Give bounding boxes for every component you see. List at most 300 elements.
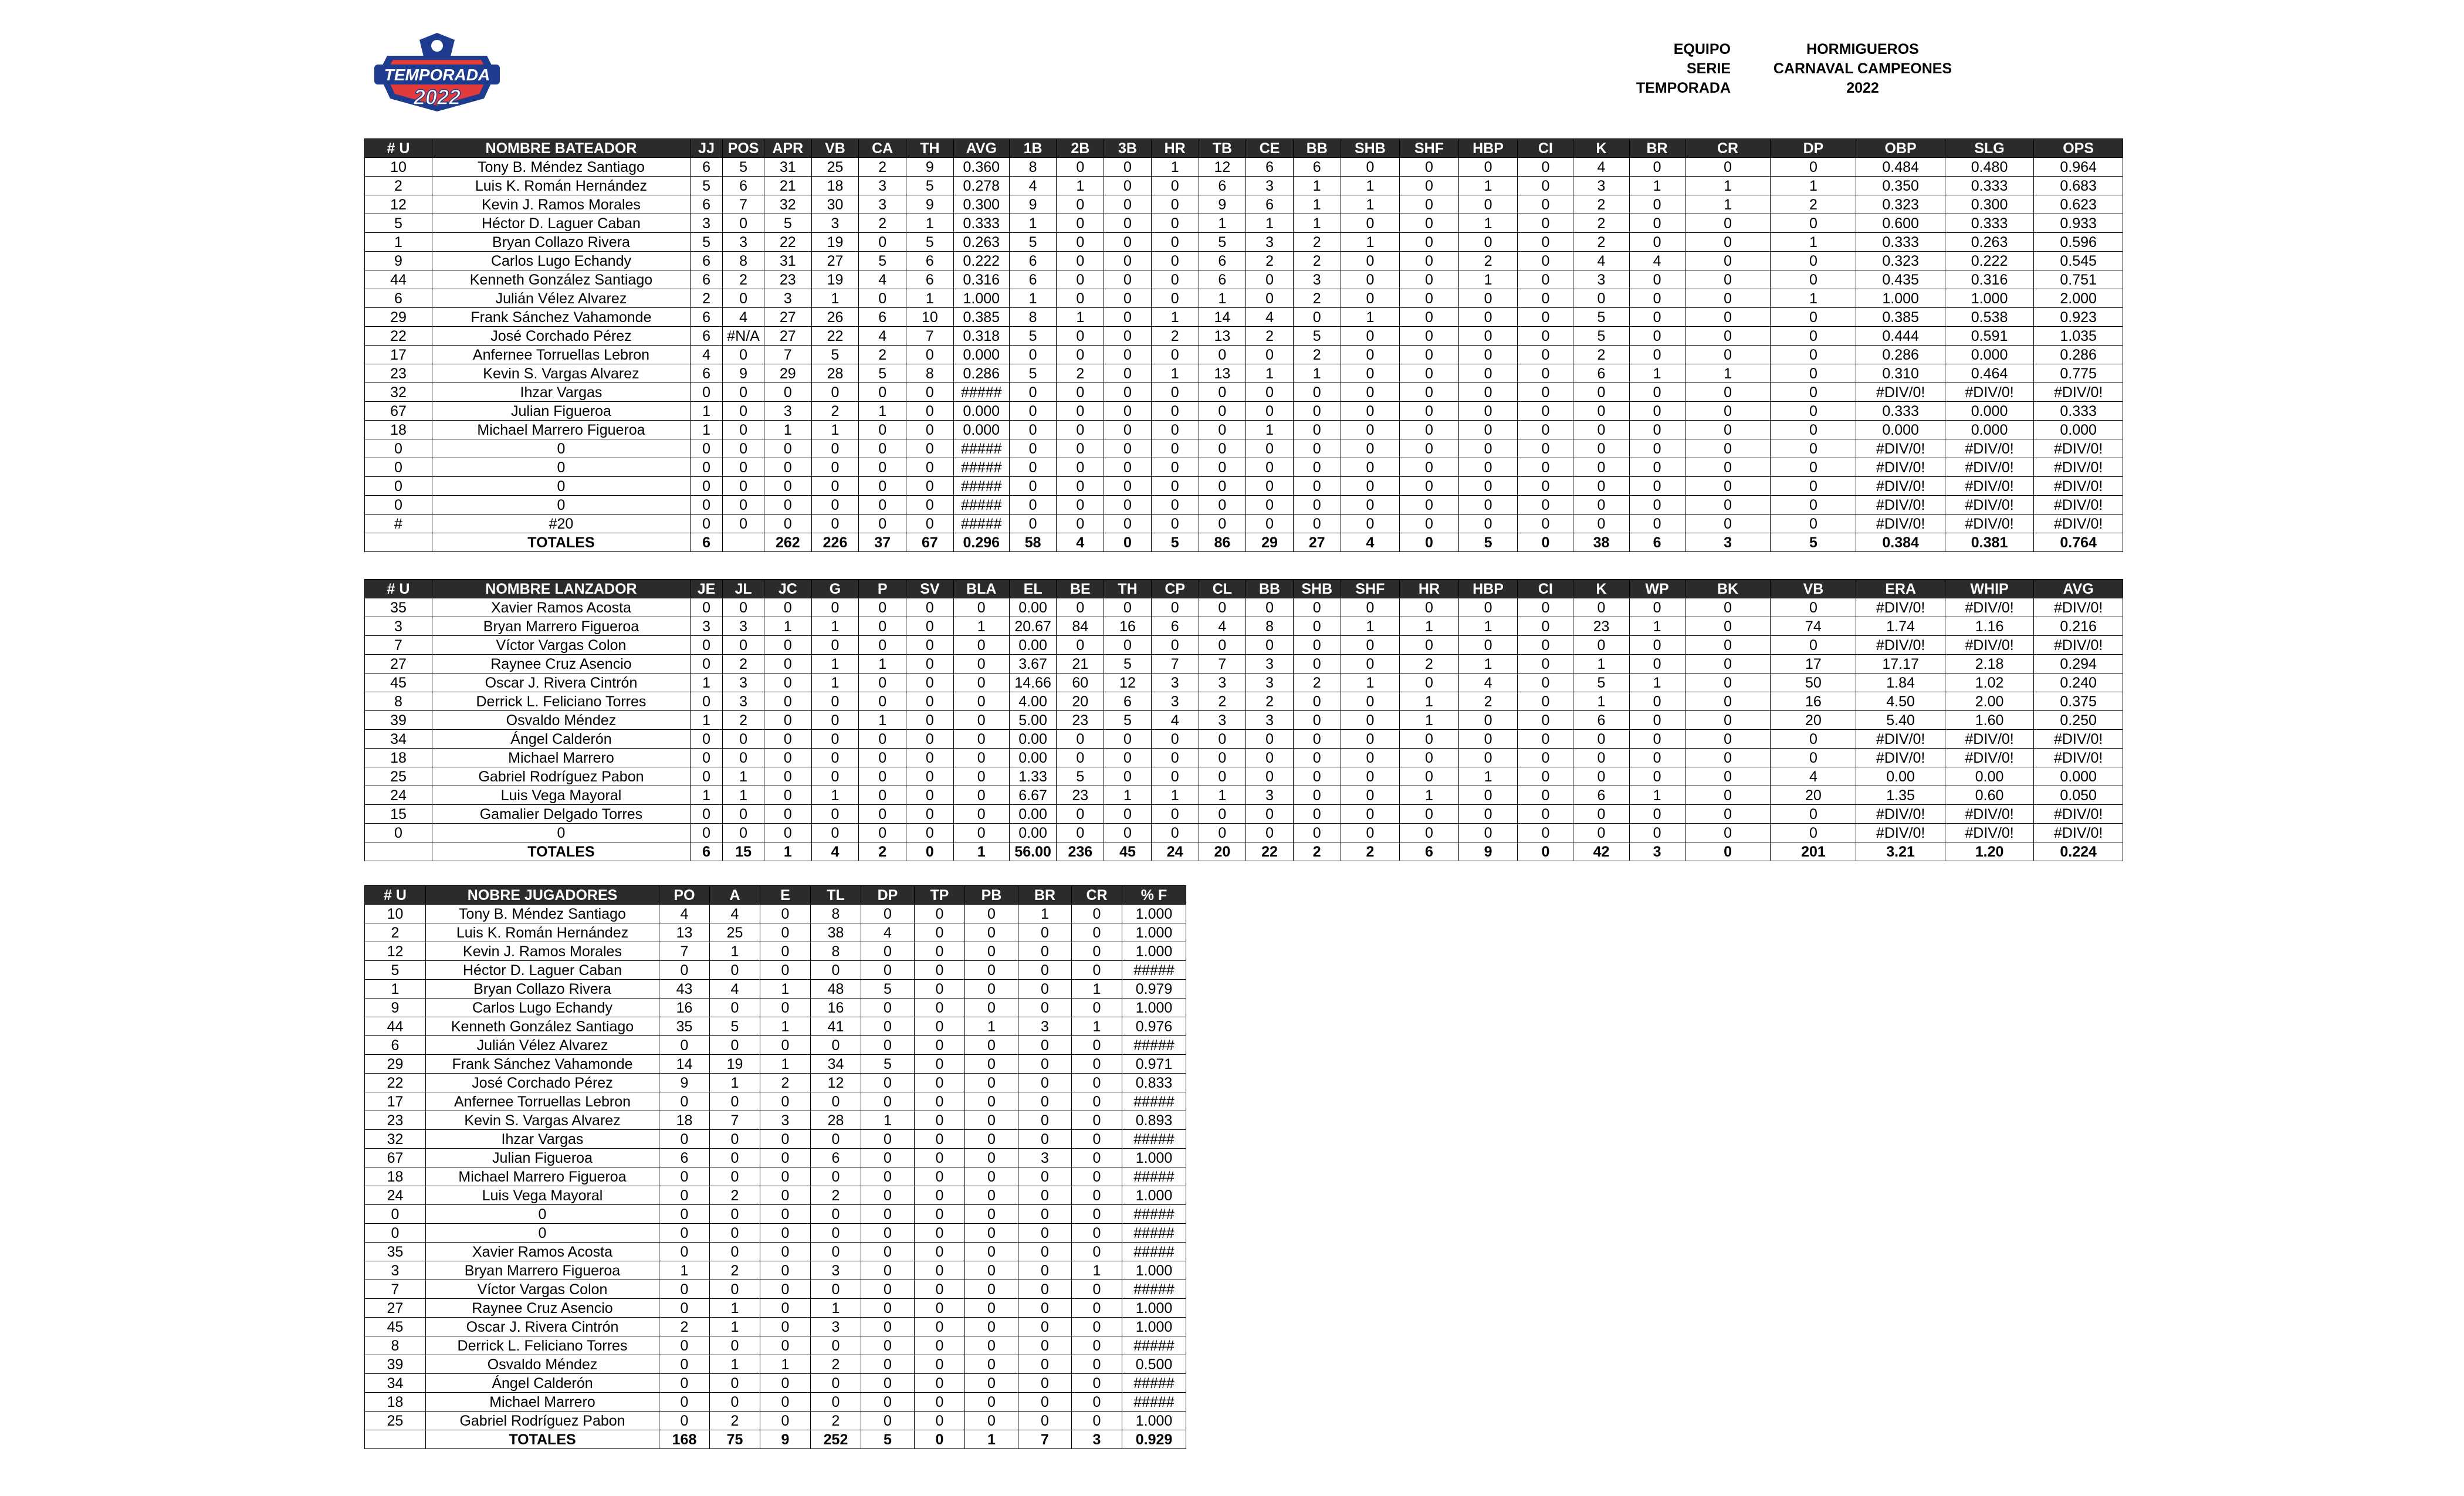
stat-cell: 0 (859, 515, 906, 533)
stat-cell: 0 (1518, 421, 1573, 439)
stat-cell: 0 (965, 1318, 1018, 1336)
total-cell: 5 (1458, 533, 1518, 552)
player-name-cell: Raynee Cruz Asencio (432, 655, 690, 673)
stat-cell: 0 (859, 767, 906, 786)
stat-cell: 0 (1246, 289, 1294, 308)
stat-cell: 0 (1771, 515, 1856, 533)
stat-cell: 0.286 (953, 364, 1009, 383)
stat-cell: 4 (1246, 308, 1294, 327)
stat-cell: 1.74 (1856, 617, 1945, 636)
stat-cell: 0 (1072, 905, 1122, 923)
stat-cell: 5 (365, 214, 432, 233)
stat-cell: 0 (1057, 195, 1104, 214)
total-cell: 15 (723, 842, 764, 861)
stat-cell: 0 (1771, 270, 1856, 289)
stat-cell: 0 (690, 767, 722, 786)
stat-cell: 0 (906, 805, 954, 824)
stat-cell: 0 (690, 749, 722, 767)
stat-cell: 0 (764, 805, 811, 824)
table-row (365, 177, 2123, 195)
stat-cell: 1 (723, 786, 764, 805)
stat-cell: 6 (723, 177, 764, 195)
stat-cell: 0.60 (1945, 786, 2033, 805)
table-row (365, 1355, 1186, 1374)
stat-cell: 6 (1573, 786, 1629, 805)
stat-cell: 0 (710, 1036, 760, 1055)
stat-cell: 0 (1341, 824, 1400, 842)
stat-cell: 1 (1341, 673, 1400, 692)
stat-cell: 0.000 (1856, 421, 1945, 439)
stat-cell: 0 (1458, 805, 1518, 824)
column-header: G (811, 580, 859, 598)
stat-cell: ##### (1122, 1224, 1186, 1243)
stat-cell: 0 (915, 1393, 965, 1412)
column-header: SHF (1400, 139, 1459, 158)
table-row (365, 598, 2123, 617)
stat-cell: 5 (1104, 711, 1152, 730)
table-row (365, 214, 2123, 233)
table-row (365, 961, 1186, 980)
stat-cell: 0 (764, 749, 811, 767)
table-row (365, 692, 2123, 711)
stat-cell: 14 (659, 1055, 710, 1074)
stat-cell: 1 (861, 1111, 915, 1130)
stat-cell: 5 (906, 177, 954, 195)
stat-cell: 1 (1293, 195, 1341, 214)
stat-cell: 5 (1293, 327, 1341, 346)
stat-cell: 1 (811, 1299, 861, 1318)
total-cell: 27 (1293, 533, 1341, 552)
stat-cell: 0 (1400, 252, 1459, 270)
stat-cell: #DIV/0! (2034, 515, 2123, 533)
stat-cell: 0.00 (1856, 767, 1945, 786)
stat-cell: ##### (1122, 1130, 1186, 1149)
total-cell: 24 (1151, 842, 1199, 861)
stat-cell: 0 (915, 942, 965, 961)
table-row (365, 270, 2123, 289)
stat-cell: #N/A (723, 327, 764, 346)
stat-cell: 3 (1246, 177, 1294, 195)
stat-cell: 1 (811, 421, 859, 439)
stat-cell: 0 (1104, 364, 1152, 383)
stat-cell: 12 (365, 942, 426, 961)
stat-cell: 0.751 (2034, 270, 2123, 289)
stat-cell: 1 (1246, 364, 1294, 383)
stat-cell: 0 (1341, 346, 1400, 364)
stat-cell: 0 (1104, 824, 1152, 842)
player-name-cell: Luis Vega Mayoral (426, 1186, 659, 1205)
stat-cell: 0.444 (1856, 327, 1945, 346)
stat-cell: 0.286 (2034, 346, 2123, 364)
stat-cell: 5 (859, 364, 906, 383)
stat-cell: 0 (710, 1130, 760, 1149)
stat-cell: 0 (764, 515, 811, 533)
column-header: HBP (1458, 580, 1518, 598)
stat-cell: 5 (811, 346, 859, 364)
stat-cell: 0 (723, 824, 764, 842)
stat-cell: 0 (1246, 598, 1294, 617)
stat-cell: 0 (1293, 458, 1341, 477)
table-row (365, 942, 1186, 961)
stat-cell: 0.294 (2034, 655, 2123, 673)
stat-cell: 0 (811, 1224, 861, 1243)
stat-cell: 0 (1199, 421, 1246, 439)
player-name-cell: Gabriel Rodríguez Pabon (426, 1412, 659, 1430)
stat-cell: 1 (1072, 980, 1122, 999)
stat-cell: 0 (965, 1111, 1018, 1130)
stat-cell: 0.323 (1856, 195, 1945, 214)
stat-cell: 2 (1293, 289, 1341, 308)
stat-cell: 0 (1685, 824, 1771, 842)
stat-cell: 0 (1771, 477, 1856, 496)
stat-cell: 0.316 (953, 270, 1009, 289)
stat-cell: 0 (1199, 439, 1246, 458)
stat-cell: 27 (365, 1299, 426, 1318)
stat-cell: 0 (1458, 496, 1518, 515)
stat-cell: 0 (1072, 1149, 1122, 1167)
stat-cell: 0 (1685, 439, 1771, 458)
stat-cell: 0 (1771, 383, 1856, 402)
stat-cell: #DIV/0! (1856, 805, 1945, 824)
stat-cell: 0 (1057, 214, 1104, 233)
stat-cell: 8 (1009, 158, 1057, 177)
column-header: # U (365, 139, 432, 158)
stat-cell: 1.000 (1122, 1186, 1186, 1205)
stat-cell: 23 (1573, 617, 1629, 636)
stat-cell: 0 (764, 711, 811, 730)
stat-cell: 0 (965, 1374, 1018, 1393)
stat-cell: 1 (1151, 158, 1199, 177)
stat-cell: 1 (906, 289, 954, 308)
stat-cell: 0 (1246, 458, 1294, 477)
stat-cell: 0 (1009, 496, 1057, 515)
table-row (365, 1205, 1186, 1224)
stat-cell: 3 (811, 1318, 861, 1336)
total-cell: 45 (1104, 842, 1152, 861)
fielding-stats-table (364, 885, 1186, 1449)
stat-cell: 2 (365, 177, 432, 195)
stat-cell: 0.000 (1945, 402, 2033, 421)
stat-cell: 0 (1246, 636, 1294, 655)
table-row (365, 923, 1186, 942)
stat-cell: 0 (723, 749, 764, 767)
stat-cell: 1 (1400, 711, 1459, 730)
stat-cell: 1 (859, 402, 906, 421)
stat-cell: 7 (906, 327, 954, 346)
stat-cell: 0 (915, 1224, 965, 1243)
stat-cell: 0 (1018, 1092, 1072, 1111)
stat-cell: 32 (365, 1130, 426, 1149)
stat-cell: 0 (1341, 692, 1400, 711)
totals-label: TOTALES (432, 533, 690, 552)
stat-cell: 0.833 (1122, 1074, 1186, 1092)
stat-cell: 0 (1518, 214, 1573, 233)
stat-cell: 17 (1771, 655, 1856, 673)
info-values (1731, 40, 1995, 98)
column-header: CR (1685, 139, 1771, 158)
stat-cell: 0 (1104, 458, 1152, 477)
stat-cell: #DIV/0! (2034, 383, 2123, 402)
stat-cell: #DIV/0! (1945, 824, 2033, 842)
column-header: 3B (1104, 139, 1152, 158)
stat-cell: 0 (1518, 289, 1573, 308)
column-header: PB (965, 886, 1018, 905)
player-name-cell: Frank Sánchez Vahamonde (426, 1055, 659, 1074)
stat-cell: 10 (365, 905, 426, 923)
stat-cell: 0.484 (1856, 158, 1945, 177)
pitching-header-row (365, 580, 2123, 598)
stat-cell: 0 (1246, 824, 1294, 842)
stat-cell: 17 (365, 1092, 426, 1111)
stat-cell: 0 (1685, 767, 1771, 786)
stat-cell: 1.02 (1945, 673, 2033, 692)
stat-cell: 0 (1400, 496, 1459, 515)
stat-cell: 0 (811, 477, 859, 496)
stat-cell: 6 (690, 195, 722, 214)
stat-cell: 0 (1518, 252, 1573, 270)
stat-cell: 0 (1685, 786, 1771, 805)
stat-cell: 0 (859, 730, 906, 749)
logo-text: TEMPORADA (384, 66, 490, 84)
table-row (365, 673, 2123, 692)
stat-cell: 0 (764, 692, 811, 711)
stat-cell: 0 (1293, 383, 1341, 402)
stat-cell: 0 (1518, 805, 1573, 824)
stat-cell: 5 (365, 961, 426, 980)
stat-cell: 0 (1629, 598, 1685, 617)
stat-cell: 1 (1458, 655, 1518, 673)
stat-cell: 0 (1104, 767, 1152, 786)
stat-cell: 6 (906, 270, 954, 289)
stat-cell: 0 (1293, 805, 1341, 824)
table-row (365, 515, 2123, 533)
stat-cell: 0 (1293, 824, 1341, 842)
stat-cell: 0 (764, 496, 811, 515)
stat-cell: #DIV/0! (2034, 730, 2123, 749)
stat-cell: 0 (906, 402, 954, 421)
stat-cell: 0 (710, 1205, 760, 1224)
table-row (365, 1280, 1186, 1299)
stat-cell: 0 (1018, 1036, 1072, 1055)
stat-cell: ##### (1122, 1243, 1186, 1261)
total-cell: 5 (861, 1430, 915, 1449)
stat-cell: 0.240 (2034, 673, 2123, 692)
stat-cell: ##### (953, 383, 1009, 402)
stat-cell: 0 (1400, 824, 1459, 842)
stat-cell: 0 (659, 1336, 710, 1355)
stat-cell: 1 (1293, 177, 1341, 195)
stat-cell: 4 (710, 980, 760, 999)
table-row (365, 711, 2123, 730)
stat-cell: 0.263 (953, 233, 1009, 252)
stat-cell: #DIV/0! (1945, 515, 2033, 533)
stat-cell: 0 (1573, 421, 1629, 439)
stat-cell: 2 (1293, 252, 1341, 270)
stat-cell: 0 (710, 1092, 760, 1111)
column-header: BE (1057, 580, 1104, 598)
stat-cell: 0 (1573, 383, 1629, 402)
stat-cell: 2.000 (2034, 289, 2123, 308)
stat-cell: 0 (1293, 598, 1341, 617)
stat-cell: 5 (1573, 308, 1629, 327)
stat-cell: 1.84 (1856, 673, 1945, 692)
stat-cell: 0 (861, 1017, 915, 1036)
stat-cell: 0 (915, 1299, 965, 1318)
stat-cell: 0 (1057, 805, 1104, 824)
stat-cell: 0 (1018, 1130, 1072, 1149)
stat-cell: 12 (1199, 158, 1246, 177)
stat-cell: 6 (690, 270, 722, 289)
stat-cell: 43 (659, 980, 710, 999)
column-header: APR (764, 139, 811, 158)
stat-cell: 0 (760, 923, 811, 942)
stat-cell: 0 (1293, 439, 1341, 458)
stat-cell: 0 (915, 961, 965, 980)
stat-cell: 0 (1629, 270, 1685, 289)
total-cell: 75 (710, 1430, 760, 1449)
stat-cell: 8 (906, 364, 954, 383)
stat-cell: 22 (764, 233, 811, 252)
stat-cell: 0 (690, 439, 722, 458)
stat-cell: 0 (1629, 692, 1685, 711)
stat-cell: #DIV/0! (2034, 636, 2123, 655)
stat-cell: 4.00 (1009, 692, 1057, 711)
stat-cell: 0 (965, 1412, 1018, 1430)
stat-cell: 0 (1018, 1261, 1072, 1280)
stat-cell: 0 (1458, 515, 1518, 533)
table-row (365, 1130, 1186, 1149)
player-name-cell: Gabriel Rodríguez Pabon (432, 767, 690, 786)
stat-cell: 0 (1104, 289, 1152, 308)
stat-cell: 16 (1771, 692, 1856, 711)
player-name-cell: Kevin S. Vargas Alvarez (432, 364, 690, 383)
stat-cell: 0.385 (1856, 308, 1945, 327)
stat-cell: 0 (1018, 1355, 1072, 1374)
stat-cell: 48 (811, 980, 861, 999)
stat-cell: 0 (764, 636, 811, 655)
stat-cell: 0 (659, 1205, 710, 1224)
stat-cell: 9 (659, 1074, 710, 1092)
stat-cell: 1 (1458, 177, 1518, 195)
stat-cell: 0 (811, 1336, 861, 1355)
stat-cell: 1.16 (1945, 617, 2033, 636)
stat-cell: 0.591 (1945, 327, 2033, 346)
stat-cell: 0 (1458, 598, 1518, 617)
total-cell: 262 (764, 533, 811, 552)
stat-cell: 0 (1072, 1036, 1122, 1055)
stat-cell: 1 (1400, 617, 1459, 636)
stat-cell: 0 (965, 1149, 1018, 1167)
table-row (365, 1074, 1186, 1092)
column-header: CP (1151, 580, 1199, 598)
player-name-cell: Gamalier Delgado Torres (432, 805, 690, 824)
player-name-cell: 0 (432, 496, 690, 515)
stat-cell: 3 (859, 195, 906, 214)
stat-cell: 0 (859, 692, 906, 711)
stat-cell: 0 (1246, 346, 1294, 364)
column-header: POS (723, 139, 764, 158)
total-cell: 38 (1573, 533, 1629, 552)
total-cell: 252 (811, 1430, 861, 1449)
stat-cell: 0 (1293, 730, 1341, 749)
stat-cell: 0 (1685, 496, 1771, 515)
stat-cell: 0 (811, 711, 859, 730)
stat-cell: 0 (1685, 346, 1771, 364)
stat-cell: 0 (859, 421, 906, 439)
stat-cell: 5 (723, 158, 764, 177)
stat-cell: 0 (1458, 711, 1518, 730)
stat-cell: 1 (953, 617, 1009, 636)
stat-cell: #DIV/0! (2034, 805, 2123, 824)
stat-cell: 0 (1629, 805, 1685, 824)
stat-cell: 0 (861, 942, 915, 961)
column-header: CR (1072, 886, 1122, 905)
stat-cell: 0 (760, 1036, 811, 1055)
stat-cell: 0 (965, 1393, 1018, 1412)
stat-cell: 0 (1771, 749, 1856, 767)
stat-cell: 0.00 (1009, 636, 1057, 655)
stat-cell: 0 (1341, 711, 1400, 730)
stat-cell: 0 (723, 515, 764, 533)
stat-cell: 0 (764, 439, 811, 458)
stat-cell: 0 (1072, 1280, 1122, 1299)
stat-cell: 0 (861, 1412, 915, 1430)
stat-cell: 0 (915, 1205, 965, 1224)
stat-cell: 6 (1104, 692, 1152, 711)
stat-cell: #DIV/0! (1945, 477, 2033, 496)
stat-cell: ##### (1122, 1167, 1186, 1186)
stat-cell: 0 (690, 496, 722, 515)
stat-cell: 0 (859, 824, 906, 842)
stat-cell: 3 (1199, 673, 1246, 692)
table-row (365, 383, 2123, 402)
stat-cell: 0 (1400, 177, 1459, 195)
stat-cell: 0 (1341, 496, 1400, 515)
stat-cell: 0 (1341, 749, 1400, 767)
stat-cell: 0 (1057, 421, 1104, 439)
column-header: K (1573, 139, 1629, 158)
stat-cell: 25 (365, 1412, 426, 1430)
stat-cell: 0 (1072, 1374, 1122, 1393)
stat-cell: 10 (906, 308, 954, 327)
stat-cell: 0 (723, 289, 764, 308)
stat-cell: 0.000 (953, 346, 1009, 364)
column-header: OBP (1856, 139, 1945, 158)
stat-cell: 0 (1771, 158, 1856, 177)
stat-cell: 4 (1573, 158, 1629, 177)
stat-cell: #DIV/0! (1856, 598, 1945, 617)
stat-cell: 0 (1458, 439, 1518, 458)
stat-cell: 0 (915, 1412, 965, 1430)
stat-cell: 0 (1518, 346, 1573, 364)
stat-cell: 0 (1629, 477, 1685, 496)
stat-cell: 6 (690, 364, 722, 383)
stat-cell: 2 (723, 711, 764, 730)
stat-cell: 0 (1072, 1336, 1122, 1355)
stat-cell: 0 (811, 1036, 861, 1055)
stat-cell: 0 (906, 598, 954, 617)
stat-cell: 4 (723, 308, 764, 327)
stat-cell: 2 (1293, 233, 1341, 252)
stat-cell: 0 (965, 961, 1018, 980)
stat-cell: 0 (1341, 158, 1400, 177)
stat-cell: 0 (1199, 515, 1246, 533)
player-name-cell: Anfernee Torruellas Lebron (432, 346, 690, 364)
stat-cell: 3 (1293, 270, 1341, 289)
stat-cell: 0.500 (1122, 1355, 1186, 1374)
stat-cell: 0 (1458, 749, 1518, 767)
stat-cell: #DIV/0! (1945, 598, 2033, 617)
